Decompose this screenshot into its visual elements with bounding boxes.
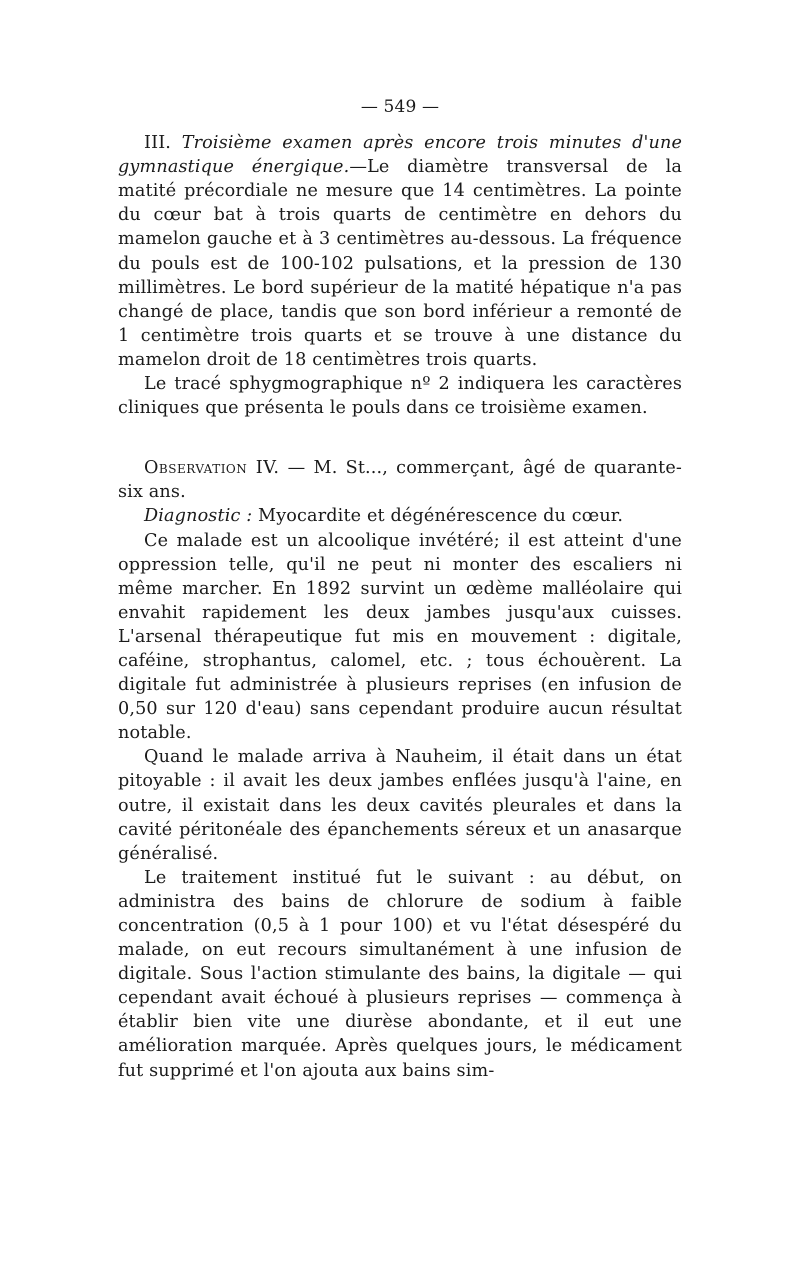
observation-heading (118, 456, 682, 504)
observation-label: Observation IV. (144, 458, 280, 479)
section-3-title: Troisième examen après encore trois minutes d'une gymnastique énergique. (118, 133, 682, 178)
sphygmograph-paragraph: Le tracé sphygmographique nº 2 indiquera les caractères cliniques que présenta le pouls dans ce troisième examen. (118, 374, 682, 419)
diagnostic-label: Diagnostic : (144, 506, 253, 527)
page-number: — 549 — (360, 97, 440, 117)
observation-paragraph-1: Ce malade est un alcoolique invétéré; il est atteint d'une oppression telle, qu'il ne peut ni monter des escaliers ni même marcher. En 1892 survint un œdème malléolaire qui envahit rapidement les deux jambes jusqu'aux cuisses. L'arsenal thérapeutique fut mis en mouvement : digitale, caféine, strophantus, calomel, etc. ; tous échouèrent. La digitale fut administrée à plusieurs reprises (en infusion de 0,50 sur 120 d'eau) sans cependant produire aucun résultat notable. (118, 530, 682, 744)
diagnostic-line (118, 504, 682, 528)
section-3-paragraph (118, 131, 682, 372)
page-content (118, 95, 682, 1083)
observation-paragraph-3: Le traitement institué fut le suivant : au début, on administra des bains de chlorure de sodium à faible concentration (0,5 à 1 pour 100) et vu l'état désespéré du malade, on eut recours simultanément à une infusion de digitale. Sous l'action stimulante des bains, la digitale — qui cependant avait échoué à plusieurs reprises — commença à établir bien vite une diurèse abondante, et il eut une amélioration marquée. Après quelques jours, le médicament fut supprimé et l'on ajouta aux bains sim- (118, 867, 682, 1081)
section-3-number: III. (144, 133, 172, 154)
observation-paragraph-2: Quand le malade arriva à Nauheim, il était dans un état pitoyable : il avait les deux jambes enflées jusqu'à l'aine, en outre, il existait dans les deux cavités pleurales et dans la cavité péritonéale des épanchements séreux et un anasarque généralisé. (118, 747, 682, 864)
section-3-text: —Le diamètre transversal de la matité précordiale ne mesure que 14 centimètres. La pointe du cœur bat à trois quarts de centimètre en dehors du mamelon gauche et à 3 centimètres au-dessous. La fréquence du pouls est de 100-102 pulsations, et la pression de 130 millimètres. Le bord supérieur de la matité hépatique n'a pas changé de place, tandis que son bord inférieur a remonté de 1 centimètre trois quarts et se trouve à une distance du mamelon droit de 18 centimètres trois quarts. (118, 157, 683, 370)
observation-patient: — M. St..., commerçant, âgé de quarante-six ans. (118, 458, 682, 503)
diagnostic-text: Myocardite et dégénérescence du cœur. (252, 506, 624, 527)
